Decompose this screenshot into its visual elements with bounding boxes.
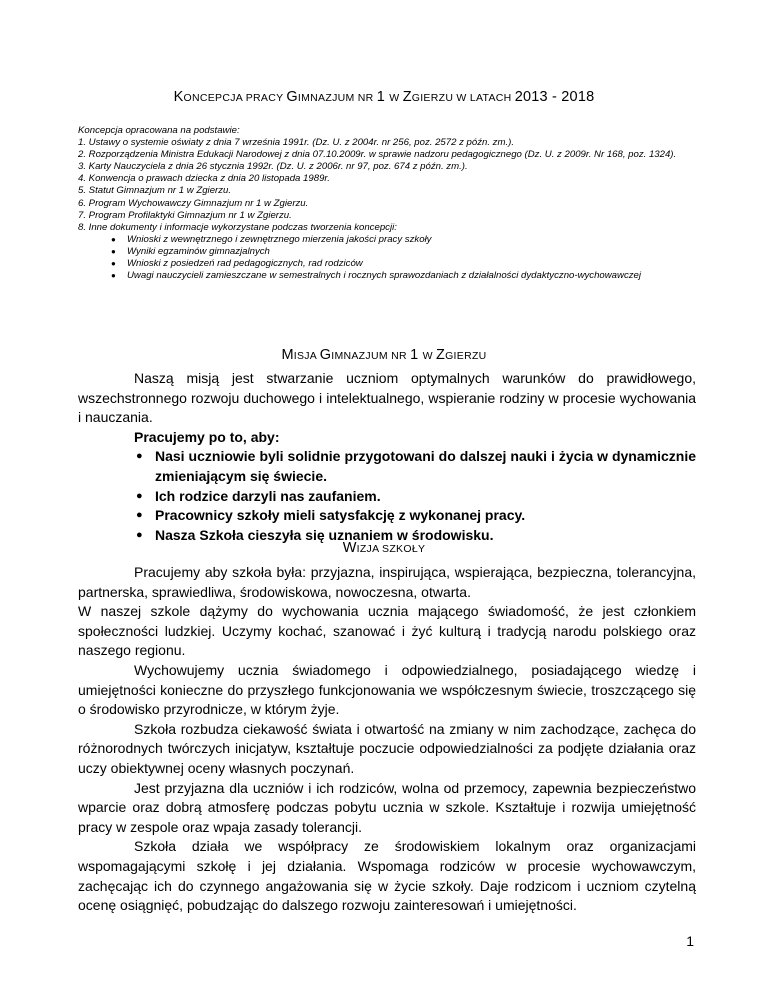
document-title bbox=[0, 88, 768, 106]
source-item: 8. Inne dokumenty i informacje wykorzystane podczas tworzenia koncepcji: bbox=[78, 221, 397, 233]
bullet-icon: ● bbox=[136, 509, 143, 522]
bullet-icon: ● bbox=[136, 528, 143, 541]
title-part: IMNAZJUM NR bbox=[297, 92, 377, 104]
source-item: 3. Karty Nauczyciela z dnia 26 stycznia 1992r. (Dz. U. z 2006r. nr 97, poz. 674 z późn. zm.). bbox=[78, 161, 468, 173]
vision-paragraph: Szkoła działa we współpracy ze środowiskiem lokalnym oraz organizacjami wspomagającymi szkołę i jej działania. Wspomaga rodziców w procesie wychowawczym, zachęcając ich do czynnego angażowania się w życie szkoły. Daje rodzicom i uczniom czytelną ocenę osiągnięć, pobudzając do dalszego rozwoju zainteresowań i umiejętności. bbox=[78, 838, 696, 914]
source-item: 1. Ustawy o systemie oświaty z dnia 7 września 1991r. (Dz. U. z 2004r. nr 256, poz. 2572 z późn. zm.). bbox=[78, 137, 514, 149]
mission-heading-part: Z bbox=[436, 347, 446, 363]
mission-goal bbox=[78, 506, 696, 526]
source-item: 4. Konwencja o prawach dziecka z dnia 20 listopada 1989r. bbox=[78, 173, 330, 185]
source-bullet-text: Wyniki egzaminów gimnazjalnych bbox=[127, 245, 270, 257]
mission-heading-part: G bbox=[319, 347, 332, 363]
title-part: W bbox=[389, 92, 403, 104]
vision-paragraph: Jest przyjazna dla uczniów i ich rodziców, wolna od przemocy, zapewnia bezpieczeństwo wparcie oraz dobrą atmosferę podczas pobytu ucznia w szkole. Kształtuje i rozwija umiejętność pracy w zespole oraz wpaja zasady tolerancji. bbox=[78, 779, 696, 835]
vision-heading bbox=[0, 539, 768, 557]
sources-block bbox=[78, 125, 698, 282]
mission-goal-text: Nasza Szkoła cieszyła się uznaniem w środowisku. bbox=[155, 526, 494, 543]
mission-goal-text: Pracownicy szkoły mieli satysfakcję z wykonanej pracy. bbox=[155, 507, 526, 524]
vision-paragraph: W naszej szkole dążymy do wychowania ucznia mającego świadomość, że jest członkiem społeczności ludzkiej. Uczymy kochać, szanować i żyć kulturą i tradycją narodu polskiego oraz naszego regionu. bbox=[78, 603, 696, 659]
mission-heading-part: 1 bbox=[410, 347, 423, 363]
source-item: 7. Program Profilaktyki Gimnazjum nr 1 w Zgierzu. bbox=[78, 209, 292, 221]
source-bullet-item bbox=[78, 234, 698, 246]
bullet-icon: ● bbox=[136, 450, 143, 463]
vision-paragraph: Szkoła rozbudza ciekawość świata i otwartość na zmiany w nim zachodzące, zachęca do różnorodnych twórczych inicjatyw, kształtuje poczucie odpowiedzialności za podjęte działania oraz uczy obiektywnej oceny własnych poczynań. bbox=[78, 720, 696, 776]
bullet-icon: ● bbox=[111, 246, 116, 256]
vision-heading-part: IZJA SZKOŁY bbox=[356, 543, 426, 555]
bullet-icon: ● bbox=[111, 234, 116, 244]
title-part: Z bbox=[402, 89, 412, 105]
vision-section bbox=[78, 563, 696, 916]
mission-heading bbox=[0, 346, 768, 364]
bullet-icon: ● bbox=[111, 259, 116, 269]
source-bullet-text: Wnioski z wewnętrznego i zewnętrznego mierzenia jakości pracy szkoły bbox=[127, 233, 432, 245]
source-bullet-item bbox=[78, 246, 698, 258]
source-bullet-item bbox=[78, 270, 698, 282]
title-part: 1 bbox=[376, 89, 390, 105]
mission-heading-part: W bbox=[422, 350, 437, 362]
vision-paragraph: Wychowujemy ucznia świadomego i odpowiedzialnego, posiadającego wiedzę i umiejętności konieczne do przyszłego funkcjonowania we współczesnym świecie, troszczącego się o środowisko przyrodnicze, w którym żyje. bbox=[78, 661, 696, 718]
mission-lead: Pracujemy po to, aby: bbox=[134, 428, 280, 445]
mission-heading-part: GIERZU bbox=[445, 350, 487, 362]
page-number: 1 bbox=[686, 933, 694, 949]
title-part: K bbox=[173, 89, 184, 105]
source-item: 6. Program Wychowawczy Gimnazjum nr 1 w Zgierzu. bbox=[78, 197, 309, 209]
title-part: GIERZU W LATACH bbox=[411, 92, 515, 104]
source-bullet-item bbox=[78, 258, 698, 270]
mission-heading-part: IMNAZJUM NR bbox=[331, 350, 411, 362]
title-part: ONCEPCJA PRACY bbox=[183, 92, 287, 104]
mission-heading-part: M bbox=[281, 347, 294, 363]
source-item: 5. Statut Gimnazjum nr 1 w Zgierzu. bbox=[78, 185, 232, 197]
mission-section bbox=[78, 369, 696, 545]
mission-heading-part: ISJA bbox=[293, 350, 320, 362]
sources-intro: Koncepcja opracowana na podstawie: bbox=[78, 125, 240, 136]
title-part: 2013 - 2018 bbox=[514, 89, 595, 105]
mission-goal bbox=[78, 487, 696, 507]
bullet-icon: ● bbox=[111, 271, 116, 281]
vision-heading-part: W bbox=[342, 540, 357, 556]
source-item: 2. Rozporządzenia Ministra Edukacji Narodowej z dnia 07.10.2009r. w sprawie nadzoru pedagogicznego (Dz. U. z 2009r. Nr 168, poz. 1324). bbox=[78, 149, 677, 161]
source-bullet-text: Uwagi nauczycieli zamieszczane w semestralnych i rocznych sprawozdaniach z działalności dydaktyczno-wychowawczej bbox=[127, 270, 642, 282]
mission-goal-text: Ich rodzice darzyli nas zaufaniem. bbox=[155, 487, 381, 504]
mission-text: Naszą misją jest stwarzanie uczniom optymalnych warunków do prawidłowego, wszechstronnego rozwoju duchowego i intelektualnego, wspieranie rodziny w procesie wychowania i nauczania. bbox=[78, 370, 696, 426]
source-bullet-text: Wnioski z posiedzeń rad pedagogicznych, rad rodziców bbox=[127, 258, 363, 270]
mission-goal-text: Nasi uczniowie byli solidnie przygotowani do dalszej nauki i życia w dynamicznie zmieniającym się świecie. bbox=[155, 448, 696, 484]
mission-goal bbox=[78, 447, 696, 486]
bullet-icon: ● bbox=[136, 489, 143, 502]
title-part: G bbox=[286, 89, 298, 105]
vision-paragraph: Pracujemy aby szkoła była: przyjazna, inspirująca, wspierająca, bezpieczna, tolerancyjna, partnerska, sprawiedliwa, środowiskowa, nowoczesna, otwarta. bbox=[78, 564, 696, 600]
